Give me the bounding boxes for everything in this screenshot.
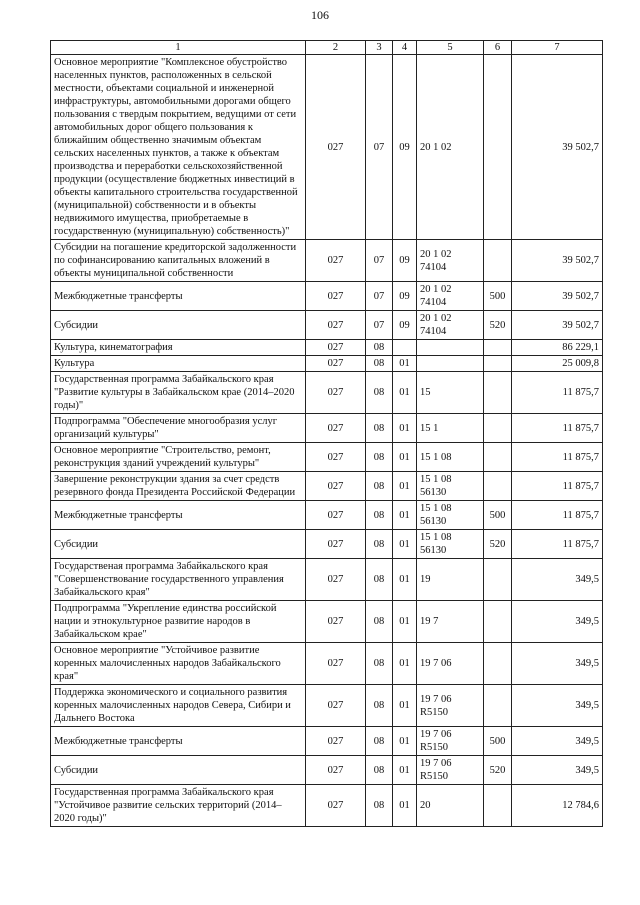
cell-sum: 39 502,7 bbox=[512, 240, 603, 282]
cell-name: Субсидии bbox=[51, 756, 306, 785]
cell-sum: 11 875,7 bbox=[512, 443, 603, 472]
cell-rz: 08 bbox=[366, 559, 393, 601]
cell-sum: 11 875,7 bbox=[512, 372, 603, 414]
cell-rz: 08 bbox=[366, 601, 393, 643]
cell-vr bbox=[484, 559, 512, 601]
cell-rz: 08 bbox=[366, 727, 393, 756]
cell-rz: 07 bbox=[366, 282, 393, 311]
cell-pr: 09 bbox=[393, 282, 417, 311]
cell-grbs: 027 bbox=[306, 340, 366, 356]
cell-name: Государственая программа Забайкальского края "Совершенствование государственного управления Забайкальского края" bbox=[51, 559, 306, 601]
cell-vr: 520 bbox=[484, 756, 512, 785]
cell-csr: 15 1 bbox=[417, 414, 484, 443]
cell-sum: 86 229,1 bbox=[512, 340, 603, 356]
cell-csr: 19 7 06 R5150 bbox=[417, 685, 484, 727]
cell-pr: 01 bbox=[393, 643, 417, 685]
cell-pr: 01 bbox=[393, 530, 417, 559]
cell-pr: 01 bbox=[393, 785, 417, 827]
cell-pr: 01 bbox=[393, 685, 417, 727]
cell-name: Субсидии bbox=[51, 530, 306, 559]
cell-name: Культура, кинематография bbox=[51, 340, 306, 356]
table-row bbox=[51, 601, 603, 643]
cell-grbs: 027 bbox=[306, 55, 366, 240]
cell-csr: 19 bbox=[417, 559, 484, 601]
cell-rz: 08 bbox=[366, 643, 393, 685]
cell-sum: 39 502,7 bbox=[512, 282, 603, 311]
cell-grbs: 027 bbox=[306, 472, 366, 501]
table-row bbox=[51, 443, 603, 472]
cell-sum: 349,5 bbox=[512, 756, 603, 785]
cell-csr: 20 bbox=[417, 785, 484, 827]
cell-pr: 09 bbox=[393, 311, 417, 340]
cell-pr: 09 bbox=[393, 55, 417, 240]
cell-grbs: 027 bbox=[306, 559, 366, 601]
cell-rz: 08 bbox=[366, 472, 393, 501]
table-row bbox=[51, 685, 603, 727]
cell-sum: 11 875,7 bbox=[512, 472, 603, 501]
cell-sum: 39 502,7 bbox=[512, 55, 603, 240]
cell-csr: 15 1 08 56130 bbox=[417, 501, 484, 530]
cell-rz: 08 bbox=[366, 685, 393, 727]
cell-csr: 20 1 02 74104 bbox=[417, 282, 484, 311]
table-row bbox=[51, 372, 603, 414]
cell-grbs: 027 bbox=[306, 601, 366, 643]
cell-name: Подпрограмма "Укрепление единства российской нации и этнокультурное развитие народов в Забайкальском крае" bbox=[51, 601, 306, 643]
table-row bbox=[51, 55, 603, 240]
cell-csr: 19 7 06 R5150 bbox=[417, 756, 484, 785]
cell-vr bbox=[484, 340, 512, 356]
cell-name: Основное мероприятие "Строительство, ремонт, реконструкция зданий учреждений культуры" bbox=[51, 443, 306, 472]
cell-rz: 08 bbox=[366, 340, 393, 356]
cell-rz: 08 bbox=[366, 501, 393, 530]
cell-vr bbox=[484, 240, 512, 282]
cell-rz: 08 bbox=[366, 785, 393, 827]
table-row bbox=[51, 756, 603, 785]
cell-rz: 07 bbox=[366, 311, 393, 340]
cell-name: Субсидии на погашение кредиторской задолженности по софинансированию капитальных вложений в объекты муниципальной собственности bbox=[51, 240, 306, 282]
cell-name: Межбюджетные трансферты bbox=[51, 727, 306, 756]
cell-pr: 01 bbox=[393, 501, 417, 530]
cell-vr: 500 bbox=[484, 501, 512, 530]
cell-grbs: 027 bbox=[306, 311, 366, 340]
table-row bbox=[51, 282, 603, 311]
cell-vr: 520 bbox=[484, 530, 512, 559]
cell-csr: 15 bbox=[417, 372, 484, 414]
cell-pr: 01 bbox=[393, 756, 417, 785]
header-col-6: 6 bbox=[484, 41, 512, 55]
cell-sum: 349,5 bbox=[512, 601, 603, 643]
cell-rz: 07 bbox=[366, 55, 393, 240]
cell-grbs: 027 bbox=[306, 756, 366, 785]
cell-vr: 500 bbox=[484, 727, 512, 756]
cell-name: Культура bbox=[51, 356, 306, 372]
cell-grbs: 027 bbox=[306, 501, 366, 530]
cell-rz: 08 bbox=[366, 443, 393, 472]
cell-name: Субсидии bbox=[51, 311, 306, 340]
cell-sum: 349,5 bbox=[512, 643, 603, 685]
header-col-7: 7 bbox=[512, 41, 603, 55]
cell-name: Основное мероприятие "Устойчивое развитие коренных малочисленных народов Забайкальского края" bbox=[51, 643, 306, 685]
cell-name: Государственная программа Забайкальского края "Развитие культуры в Забайкальском крае (2014–2020 годы)" bbox=[51, 372, 306, 414]
table-row bbox=[51, 472, 603, 501]
cell-csr: 15 1 08 bbox=[417, 443, 484, 472]
cell-name: Межбюджетные трансферты bbox=[51, 501, 306, 530]
cell-sum: 349,5 bbox=[512, 727, 603, 756]
cell-csr bbox=[417, 356, 484, 372]
cell-vr bbox=[484, 785, 512, 827]
header-col-2: 2 bbox=[306, 41, 366, 55]
cell-rz: 07 bbox=[366, 240, 393, 282]
table-row bbox=[51, 414, 603, 443]
cell-vr bbox=[484, 601, 512, 643]
cell-vr: 500 bbox=[484, 282, 512, 311]
table-row bbox=[51, 643, 603, 685]
table-row bbox=[51, 340, 603, 356]
page-number: 106 bbox=[311, 8, 329, 22]
cell-csr: 19 7 06 R5150 bbox=[417, 727, 484, 756]
cell-csr: 15 1 08 56130 bbox=[417, 472, 484, 501]
cell-pr: 01 bbox=[393, 443, 417, 472]
cell-pr: 01 bbox=[393, 356, 417, 372]
budget-table bbox=[50, 40, 603, 827]
cell-name: Государственная программа Забайкальского края "Устойчивое развитие сельских территорий (2014–2020 годы)" bbox=[51, 785, 306, 827]
cell-vr bbox=[484, 372, 512, 414]
table-row bbox=[51, 501, 603, 530]
cell-pr: 01 bbox=[393, 372, 417, 414]
cell-grbs: 027 bbox=[306, 414, 366, 443]
header-col-1: 1 bbox=[51, 41, 306, 55]
cell-sum: 11 875,7 bbox=[512, 530, 603, 559]
cell-grbs: 027 bbox=[306, 372, 366, 414]
cell-pr: 09 bbox=[393, 240, 417, 282]
cell-grbs: 027 bbox=[306, 643, 366, 685]
cell-grbs: 027 bbox=[306, 443, 366, 472]
cell-vr: 520 bbox=[484, 311, 512, 340]
cell-csr: 15 1 08 56130 bbox=[417, 530, 484, 559]
cell-vr bbox=[484, 414, 512, 443]
cell-pr: 01 bbox=[393, 414, 417, 443]
table-row bbox=[51, 356, 603, 372]
cell-vr bbox=[484, 356, 512, 372]
cell-rz: 08 bbox=[366, 414, 393, 443]
cell-grbs: 027 bbox=[306, 240, 366, 282]
table-row bbox=[51, 240, 603, 282]
cell-name: Основное мероприятие "Комплексное обустройство населенных пунктов, расположенных в сельской местности, объектами социальной и инженерной инфраструктуры, автомобильными дорогами общего пользования с твердым покрытием, ведущими от сети автомобильных дорог общего пользования к ближайшим общественно значимым объектам сельских населенных пунктов, а также к объектам производства и переработки сельскохозяйственной продукции (осуществление бюджетных инвестиций в объекты капитального строительства государственной (муниципальной) собственности и в объекты недвижимого имущества, приобретаемые в государственную (муниципальную) собственность)" bbox=[51, 55, 306, 240]
cell-sum: 12 784,6 bbox=[512, 785, 603, 827]
cell-csr bbox=[417, 340, 484, 356]
cell-name: Поддержка экономического и социального развития коренных малочисленных народов Севера, Сибири и Дальнего Востока bbox=[51, 685, 306, 727]
cell-name: Межбюджетные трансферты bbox=[51, 282, 306, 311]
cell-vr bbox=[484, 472, 512, 501]
cell-csr: 20 1 02 bbox=[417, 55, 484, 240]
cell-rz: 08 bbox=[366, 372, 393, 414]
cell-grbs: 027 bbox=[306, 685, 366, 727]
cell-pr: 01 bbox=[393, 472, 417, 501]
cell-sum: 11 875,7 bbox=[512, 414, 603, 443]
cell-sum: 349,5 bbox=[512, 685, 603, 727]
cell-sum: 25 009,8 bbox=[512, 356, 603, 372]
cell-pr: 01 bbox=[393, 727, 417, 756]
table-row bbox=[51, 559, 603, 601]
cell-vr bbox=[484, 685, 512, 727]
cell-vr bbox=[484, 55, 512, 240]
cell-pr: 01 bbox=[393, 559, 417, 601]
cell-grbs: 027 bbox=[306, 530, 366, 559]
header-col-3: 3 bbox=[366, 41, 393, 55]
cell-csr: 20 1 02 74104 bbox=[417, 311, 484, 340]
cell-rz: 08 bbox=[366, 530, 393, 559]
cell-grbs: 027 bbox=[306, 282, 366, 311]
cell-csr: 20 1 02 74104 bbox=[417, 240, 484, 282]
cell-vr bbox=[484, 443, 512, 472]
cell-sum: 39 502,7 bbox=[512, 311, 603, 340]
cell-sum: 349,5 bbox=[512, 559, 603, 601]
cell-grbs: 027 bbox=[306, 356, 366, 372]
cell-pr: 01 bbox=[393, 601, 417, 643]
header-col-5: 5 bbox=[417, 41, 484, 55]
table-row bbox=[51, 727, 603, 756]
table-row bbox=[51, 530, 603, 559]
header-col-4: 4 bbox=[393, 41, 417, 55]
table-row bbox=[51, 785, 603, 827]
cell-grbs: 027 bbox=[306, 785, 366, 827]
cell-name: Подпрограмма "Обеспечение многообразия услуг организаций культуры" bbox=[51, 414, 306, 443]
header-row bbox=[51, 41, 603, 55]
cell-rz: 08 bbox=[366, 756, 393, 785]
cell-vr bbox=[484, 643, 512, 685]
cell-csr: 19 7 06 bbox=[417, 643, 484, 685]
cell-grbs: 027 bbox=[306, 727, 366, 756]
cell-name: Завершение реконструкции здания за счет средств резервного фонда Президента Российской Федерации bbox=[51, 472, 306, 501]
cell-csr: 19 7 bbox=[417, 601, 484, 643]
cell-sum: 11 875,7 bbox=[512, 501, 603, 530]
table-body bbox=[51, 55, 603, 827]
cell-rz: 08 bbox=[366, 356, 393, 372]
table-row bbox=[51, 311, 603, 340]
cell-pr bbox=[393, 340, 417, 356]
